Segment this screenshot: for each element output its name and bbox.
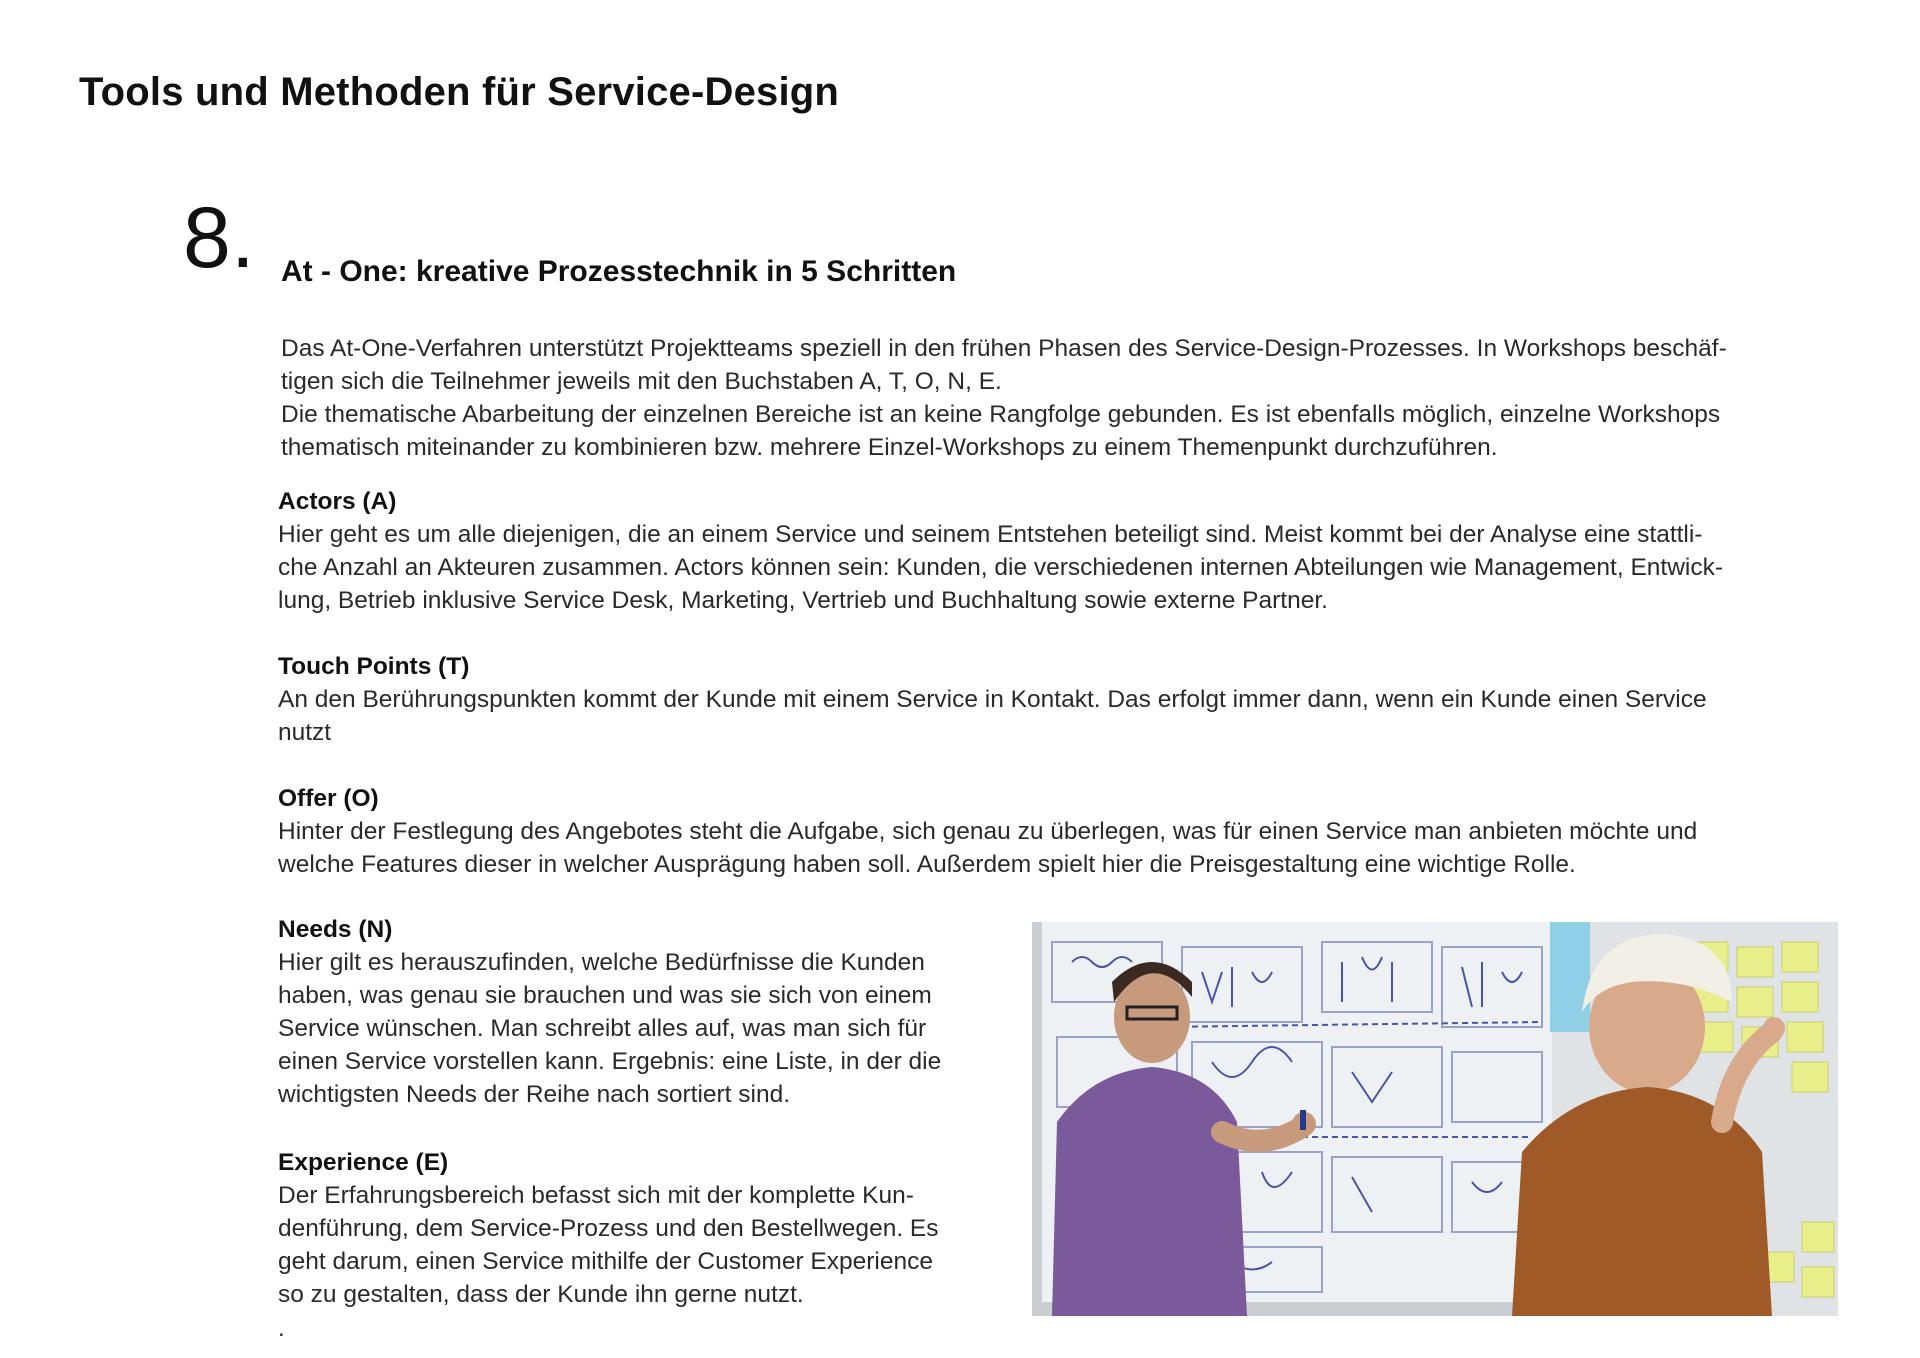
experience-line: Der Erfahrungsbereich befasst sich mit der komplette Kun-: [278, 1182, 914, 1209]
experience-line: geht darum, einen Service mithilfe der Customer Experience: [278, 1248, 934, 1275]
experience-title: Experience (E): [278, 1149, 449, 1176]
experience-line: so zu gestalten, dass der Kunde ihn gerne nutzt.: [278, 1281, 804, 1308]
intro-paragraph: [281, 332, 1851, 464]
trailing-dot: .: [278, 1315, 285, 1342]
needs-line: Service wünschen. Man schreibt alles auf, was man sich für: [278, 1015, 927, 1042]
workshop-whiteboard-photo: [1032, 922, 1838, 1316]
section-number: 8.: [183, 190, 255, 286]
needs-line: wichtigsten Needs der Reihe nach sortiert sind.: [278, 1081, 791, 1108]
intro-line: tigen sich die Teilnehmer jeweils mit den Buchstaben A, T, O, N, E.: [281, 368, 1002, 395]
section-heading: At - One: kreative Prozesstechnik in 5 Schritten: [281, 255, 957, 288]
experience-line: denführung, dem Service-Prozess und den Bestellwegen. Es: [278, 1215, 939, 1242]
touch-points-title: Touch Points (T): [278, 653, 470, 680]
touch-points-line: nutzt: [278, 719, 332, 746]
needs-title: Needs (N): [278, 916, 393, 943]
intro-line: Das At-One-Verfahren unterstützt Projektteams speziell in den frühen Phasen des Service-Design-Prozesses. In Workshops beschäf-: [281, 335, 1727, 362]
needs-line: einen Service vorstellen kann. Ergebnis: eine Liste, in der die: [278, 1048, 942, 1075]
actors-line: che Anzahl an Akteuren zusammen. Actors können sein: Kunden, die verschiedenen internen Abteilungen wie Management, Entwick-: [278, 554, 1724, 581]
offer-block: [278, 782, 1868, 881]
touch-points-line: An den Berührungspunkten kommt der Kunde mit einem Service in Kontakt. Das erfolgt immer dann, wenn ein Kunde einen Service: [278, 686, 1707, 713]
touch-points-block: [278, 650, 1868, 749]
needs-line: haben, was genau sie brauchen und was sie sich von einem: [278, 982, 932, 1009]
offer-line: welche Features dieser in welcher Ausprägung haben soll. Außerdem spielt hier die Preisgestaltung eine wichtige Rolle.: [278, 851, 1576, 878]
offer-line: Hinter der Festlegung des Angebotes steht die Aufgabe, sich genau zu überlegen, was für einen Service man anbieten möchte und: [278, 818, 1698, 845]
intro-line: thematisch miteinander zu kombinieren bzw. mehrere Einzel-Workshops zu einem Themenpunkt durchzuführen.: [281, 434, 1498, 461]
offer-title: Offer (O): [278, 785, 379, 812]
needs-block: [278, 913, 1013, 1111]
actors-title: Actors (A): [278, 488, 397, 515]
needs-line: Hier gilt es herauszufinden, welche Bedürfnisse die Kunden: [278, 949, 925, 976]
actors-block: [278, 485, 1868, 617]
actors-line: lung, Betrieb inklusive Service Desk, Marketing, Vertrieb und Buchhaltung sowie externe Partner.: [278, 587, 1328, 614]
experience-block: [278, 1146, 1013, 1311]
actors-line: Hier geht es um alle diejenigen, die an einem Service und seinem Entstehen beteiligt sind. Meist kommt bei der Analyse eine stattli-: [278, 521, 1703, 548]
page-title: Tools und Methoden für Service-Design: [79, 70, 840, 114]
intro-line: Die thematische Abarbeitung der einzelnen Bereiche ist an keine Rangfolge gebunden. Es ist ebenfalls möglich, einzelne Workshops: [281, 401, 1721, 428]
